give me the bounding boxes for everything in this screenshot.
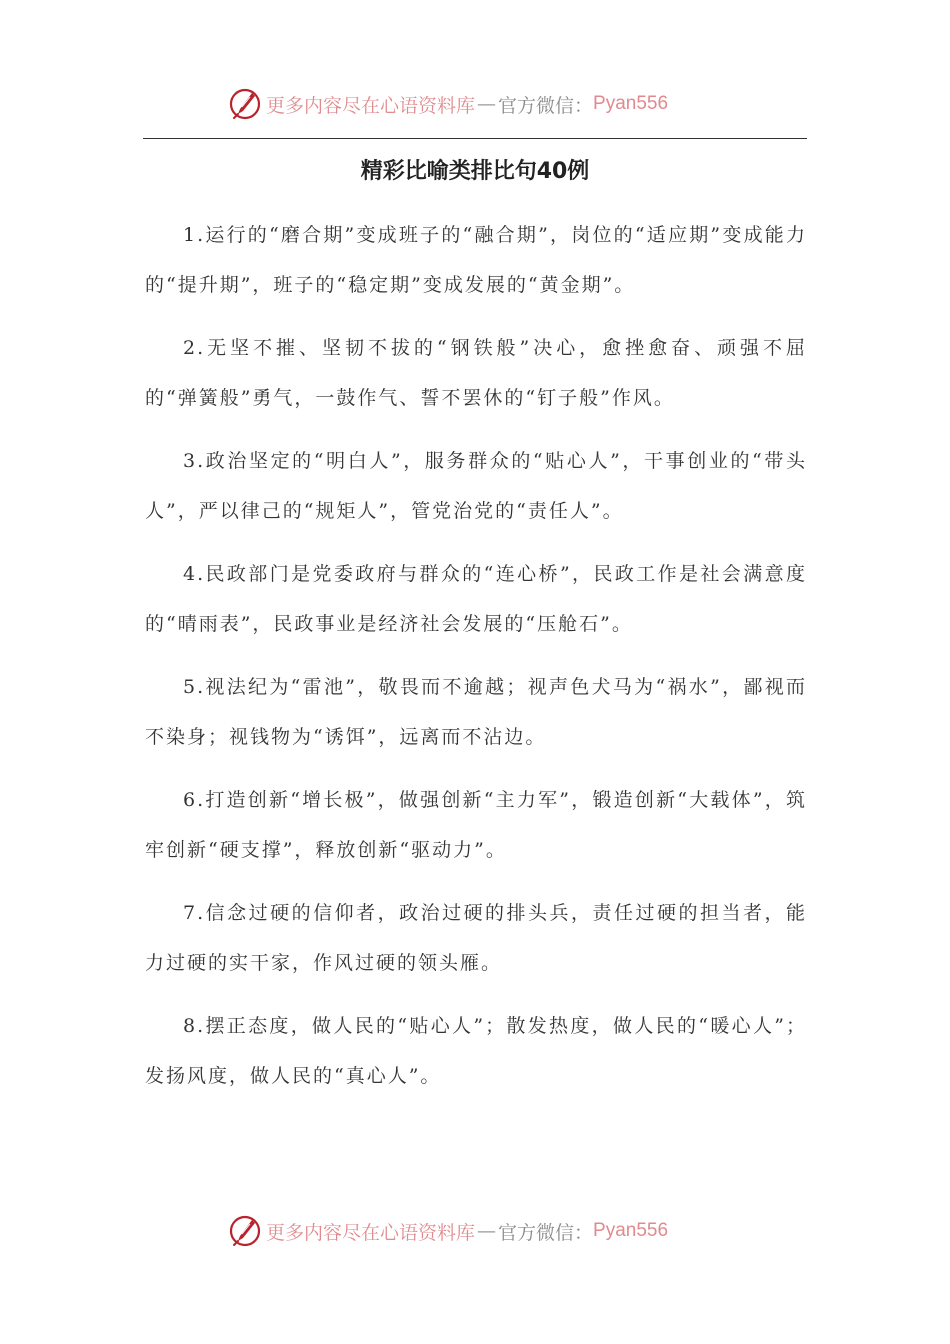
- footer-wechat-label: 官方微信：: [498, 1221, 594, 1244]
- paragraph-2: 2.无坚不摧、坚韧不拔的“钢铁般”决心，愈挫愈奋、顽强不屈的“弹簧般”勇气，一鼓作气、誓不罢休的“钉子般”作风。: [145, 337, 807, 409]
- quill-pen-logo-icon: [228, 87, 262, 121]
- header-divider: [143, 138, 807, 139]
- header-brand-text: 更多内容尽在心语资料库: [266, 94, 476, 117]
- paragraph-7: 7.信念过硬的信仰者，政治过硬的排头兵，责任过硬的担当者，能力过硬的实干家，作风过硬的领头雁。: [145, 902, 807, 974]
- footer-brand-text: 更多内容尽在心语资料库: [266, 1221, 476, 1244]
- quill-pen-logo-icon: [228, 1214, 262, 1248]
- page-title: 精彩比喻类排比句40例: [360, 159, 590, 184]
- paragraph-4: 4.民政部门是党委政府与群众的“连心桥”，民政工作是社会满意度的“晴雨表”，民政事业是经济社会发展的“压舱石”。: [145, 563, 807, 635]
- footer-separator: —: [477, 1220, 497, 1242]
- header-wechat-label: 官方微信：: [498, 94, 594, 117]
- header-separator: —: [477, 93, 497, 115]
- header-wechat-id: Pyan556: [593, 93, 669, 114]
- paragraph-8: 8.摆正态度，做人民的“贴心人”；散发热度，做人民的“暖心人”；发扬风度，做人民的“真心人”。: [145, 1015, 807, 1087]
- footer-banner: [228, 1211, 668, 1251]
- paragraph-3: 3.政治坚定的“明白人”，服务群众的“贴心人”，干事创业的“带头人”，严以律己的“规矩人”，管党治党的“责任人”。: [145, 450, 807, 522]
- header-banner: [228, 84, 668, 124]
- footer-wechat-id: Pyan556: [593, 1220, 669, 1241]
- paragraph-6: 6.打造创新“增长极”，做强创新“主力军”，锻造创新“大载体”，筑牢创新“硬支撑”，释放创新“驱动力”。: [145, 789, 807, 861]
- paragraph-5: 5.视法纪为“雷池”，敬畏而不逾越；视声色犬马为“祸水”，鄙视而不染身；视钱物为“诱饵”，远离而不沾边。: [145, 676, 807, 748]
- paragraph-1: 1.运行的“磨合期”变成班子的“融合期”，岗位的“适应期”变成能力的“提升期”，班子的“稳定期”变成发展的“黄金期”。: [145, 224, 807, 296]
- document-body: [145, 210, 807, 1114]
